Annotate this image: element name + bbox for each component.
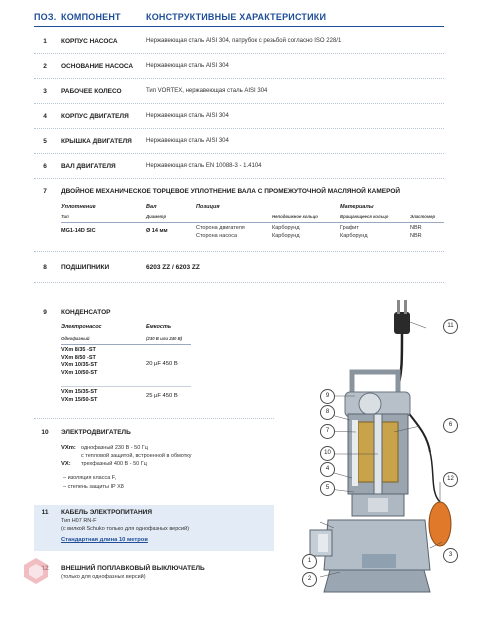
capacitor-group1	[61, 347, 97, 377]
row-number: 7	[43, 188, 47, 195]
row-number: 4	[43, 113, 47, 120]
capacitor-title: КОНДЕНСАТОР	[61, 309, 111, 316]
float-title: ВНЕШНИЙ ПОПЛАВКОВЫЙ ВЫКЛЮЧАТЕЛЬ	[61, 565, 205, 572]
row-number: 3	[43, 88, 47, 95]
capacitor-divider	[61, 386, 191, 387]
callout-6: 6	[443, 418, 458, 433]
row-name: КОРПУС ДВИГАТЕЛЯ	[61, 113, 129, 120]
row-number: 9	[43, 309, 47, 316]
motor-ip: – степень защиты IP X8	[63, 484, 124, 490]
seal-h-shaft: Вал	[146, 204, 157, 210]
callout-9: 9	[320, 389, 335, 404]
callout-5: 5	[320, 481, 335, 496]
bearings-value: 6203 ZZ / 6203 ZZ	[146, 264, 200, 271]
cable-plug: (с вилкой Schuko только для однофазных версий)	[61, 526, 190, 532]
callout-2: 2	[302, 572, 317, 587]
capacitor-model: VXm 8/50 -ST	[61, 354, 96, 361]
float-note: (только для однофазных версий)	[61, 574, 146, 580]
motor-insulation: – изоляция класса F,	[63, 475, 117, 481]
seal-fixed1: Карборунд	[272, 225, 300, 231]
seal-rot1: Графит	[340, 225, 359, 231]
motor-protection: с тепловой защитой, встроенной в обмотку	[81, 453, 192, 459]
callout-8: 8	[320, 405, 335, 420]
seal-elast1: NBR	[410, 225, 422, 231]
seal-pos2: Сторона насоса	[196, 233, 238, 239]
cable-title: КАБЕЛЬ ЭЛЕКТРОПИТАНИЯ	[61, 509, 153, 516]
callout-7: 7	[320, 424, 335, 439]
capacitor-model: VXm 8/35 -ST	[61, 347, 96, 353]
row-number: 1	[43, 38, 47, 45]
callout-1: 1	[302, 554, 317, 569]
row-value: Нержавеющая сталь AISI 304, патрубок с резьбой согласно ISO 228/1	[146, 38, 342, 44]
seal-h-materials: Материалы	[340, 204, 374, 210]
seal-diameter: Ø 14 мм	[146, 228, 168, 234]
row-value: Нержавеющая сталь AISI 304	[146, 113, 229, 119]
cable-type: Тип H07 RN-F	[61, 518, 97, 524]
row-name: КОРПУС НАСОСА	[61, 38, 118, 45]
callout-3: 3	[443, 548, 458, 563]
col-header-pos: ПОЗ.	[34, 12, 57, 22]
capacitor-group2	[61, 389, 97, 404]
capacitor-model: VXm 15/50-ST	[61, 396, 98, 403]
callout-4: 4	[320, 462, 335, 477]
seal-fixed2: Карборунд	[272, 233, 300, 239]
row-name: ОСНОВАНИЕ НАСОСА	[61, 63, 134, 70]
motor-vxm-text: однофазный 230 В - 50 Гц	[81, 445, 148, 451]
capacitor-sub-voltage: (230 В или 240 В)	[146, 336, 183, 341]
seal-h-seal: Уплотнение	[61, 204, 96, 210]
row-number: 5	[43, 138, 47, 145]
motor-title: ЭЛЕКТРОДВИГАТЕЛЬ	[61, 429, 131, 436]
pump-cutaway-illustration	[290, 292, 470, 612]
header-rule	[34, 26, 444, 27]
motor-vx-label: VX:	[61, 461, 71, 467]
capacitor-sub-phase: Однофазный	[61, 336, 90, 341]
callout-11: 11	[443, 319, 458, 334]
row-number: 6	[43, 163, 47, 170]
seal-pos1: Сторона двигателя	[196, 225, 245, 231]
col-header-component: КОМПОНЕНТ	[61, 12, 121, 22]
capacitor-model: VXm 10/50-ST	[61, 369, 98, 376]
row-value: Нержавеющая сталь EN 10088-3 - 1.4104	[146, 163, 262, 169]
callout-10: 10	[320, 446, 335, 461]
seal-rot2: Карборунд	[340, 233, 368, 239]
callout-12: 12	[443, 472, 458, 487]
motor-vx-text: трехфазный 400 В - 50 Гц	[81, 461, 147, 467]
row-value: Тип VORTEX, нержавеющая сталь AISI 304	[146, 88, 268, 94]
capacitor-rule	[61, 344, 191, 345]
seal-title: ДВОЙНОЕ МЕХАНИЧЕСКОЕ ТОРЦЕВОЕ УПЛОТНЕНИЕ ВАЛА С ПРОМЕЖУТОЧНОЙ МАСЛЯНОЙ КАМЕРОЙ	[61, 188, 401, 195]
seal-sub-rotating: Вращающееся кольцо	[340, 214, 389, 219]
row-name: РАБОЧЕЕ КОЛЕСО	[61, 88, 122, 95]
row-value: Нержавеющая сталь AISI 304	[146, 63, 229, 69]
row-number: 10	[41, 429, 49, 436]
seal-sub-diam: Диаметр	[146, 214, 167, 219]
capacitor-group1-value: 20 μF 450 В	[146, 361, 178, 367]
bearings-name: ПОДШИПНИКИ	[61, 264, 110, 271]
seal-h-position: Позиция	[196, 204, 220, 210]
capacitor-h-pump: Электронасос	[61, 324, 102, 330]
motor-vxm-label: VXm:	[61, 445, 76, 451]
seal-rule	[61, 222, 444, 223]
row-number: 2	[43, 63, 47, 70]
seal-elast2: NBR	[410, 233, 422, 239]
watermark-logo-icon	[22, 556, 50, 586]
capacitor-h-cap: Емкость	[146, 324, 172, 330]
capacitor-group2-value: 25 μF 450 В	[146, 393, 178, 399]
row-name: ВАЛ ДВИГАТЕЛЯ	[61, 163, 116, 170]
row-number: 11	[41, 509, 49, 516]
seal-sub-elastomer: Эластомер	[410, 214, 436, 219]
seal-sub-type: Тип	[61, 214, 69, 219]
cable-length: Стандартная длина 10 метров	[61, 537, 148, 543]
seal-sub-fixed: Неподвижное кольцо	[272, 214, 318, 219]
row-value: Нержавеющая сталь AISI 304	[146, 138, 229, 144]
row-name: КРЫШКА ДВИГАТЕЛЯ	[61, 138, 132, 145]
capacitor-model: VXm 10/35-ST	[61, 362, 98, 369]
row-number: 8	[43, 264, 47, 271]
capacitor-model: VXm 15/35-ST	[61, 389, 98, 395]
col-header-specs: КОНСТРУКТИВНЫЕ ХАРАКТЕРИСТИКИ	[146, 12, 327, 22]
seal-model: MG1-14D SIC	[61, 228, 96, 234]
